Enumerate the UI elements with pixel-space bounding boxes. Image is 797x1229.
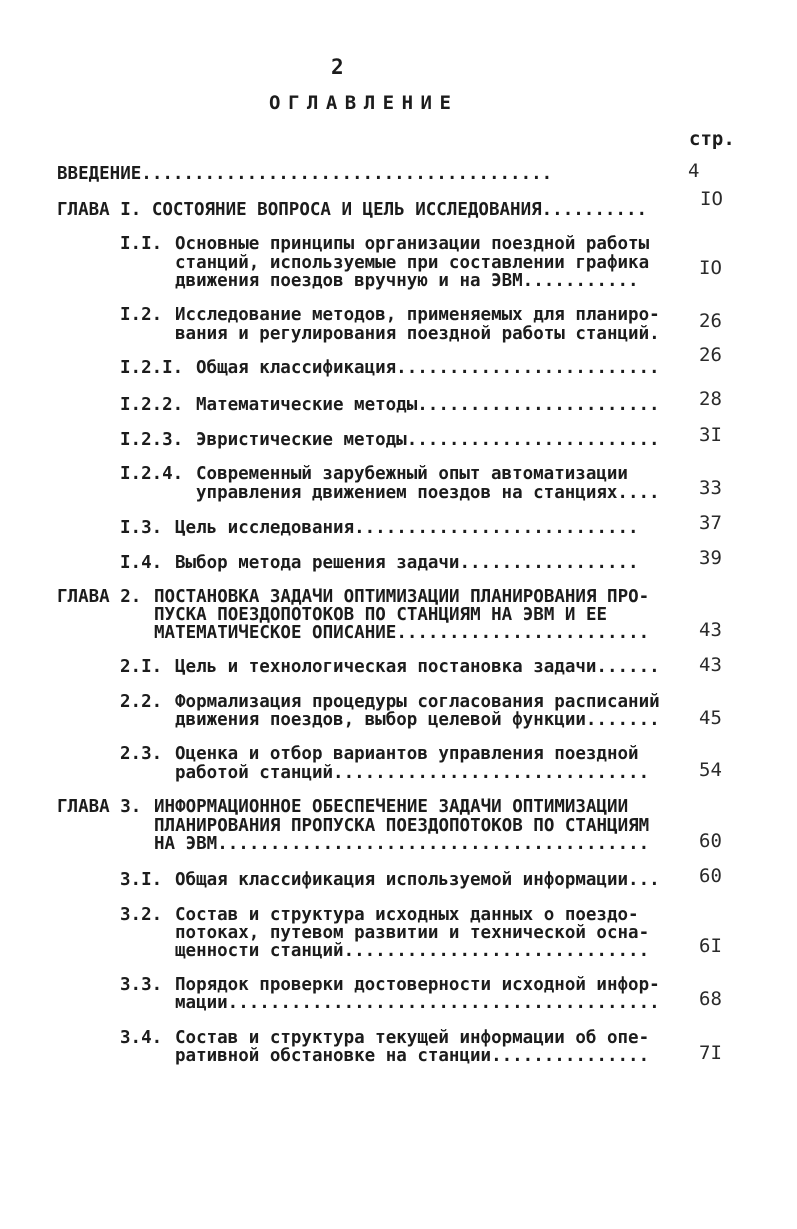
entry-text: Цель исследования........................... <box>175 518 639 538</box>
entry-text: ративной обстановке на станции............... <box>175 1046 650 1066</box>
entry-number: 3.3. <box>120 975 163 995</box>
entry-number: I.2.3. <box>120 430 184 450</box>
entry-number: 2.2. <box>120 692 163 712</box>
entry-text: Исследование методов, применяемых для планиро- <box>175 305 660 325</box>
entry-page: 54 <box>699 759 722 781</box>
entry-number: I.2.2. <box>120 395 184 415</box>
entry-number: 2.3. <box>120 744 163 764</box>
entry-page: 39 <box>699 547 722 569</box>
entry-page: 4 <box>688 160 700 182</box>
entry-page: 33 <box>699 477 722 499</box>
page-column-header: стр. <box>689 128 735 150</box>
entry-number: 3.4. <box>120 1028 163 1048</box>
entry-text: щенности станций............................. <box>175 941 650 961</box>
entry-text: работой станций.............................. <box>175 763 650 783</box>
entry-text: ПОСТАНОВКА ЗАДАЧИ ОПТИМИЗАЦИИ ПЛАНИРОВАНИЯ ПРО- <box>154 587 650 607</box>
entry-page: 68 <box>699 988 722 1010</box>
entry-text: НА ЭВМ......................................... <box>154 834 650 854</box>
entry-number: ГЛАВА 2. <box>57 587 142 607</box>
entry-text: управления движением поездов на станциях.... <box>196 483 660 503</box>
entry-number: I.I. <box>120 234 163 254</box>
entry-page: 37 <box>699 512 722 534</box>
entry-number: I.2. <box>120 305 163 325</box>
entry-text: Состав и структура текущей информации об опе- <box>175 1028 650 1048</box>
entry-text: Эвристические методы........................ <box>196 430 660 450</box>
entry-text: вания и регулирования поездной работы станций. <box>175 324 660 344</box>
entry-page: 26 <box>699 310 722 332</box>
entry-text: мации......................................... <box>175 993 660 1013</box>
entry-number: I.2.I. <box>120 358 184 378</box>
entry-page: 6I <box>699 935 722 957</box>
entry-text: Общая классификация используемой информации... <box>175 870 660 890</box>
entry-page: 60 <box>699 830 722 852</box>
entry-number: 3.I. <box>120 870 163 890</box>
entry-number: I.2.4. <box>120 464 184 484</box>
entry-text: ИНФОРМАЦИОННОЕ ОБЕСПЕЧЕНИЕ ЗАДАЧИ ОПТИМИЗАЦИИ <box>154 797 629 817</box>
entry-page: 43 <box>699 619 722 641</box>
entry-text: ГЛАВА I. СОСТОЯНИЕ ВОПРОСА И ЦЕЛЬ ИССЛЕДОВАНИЯ.......... <box>57 200 648 220</box>
entry-text: Состав и структура исходных данных о поездо- <box>175 905 639 925</box>
entry-text: МАТЕМАТИЧЕСКОЕ ОПИСАНИЕ........................ <box>154 623 650 643</box>
entry-text: Оценка и отбор вариантов управления поездной <box>175 744 639 764</box>
entry-text: Формализация процедуры согласования расписаний <box>175 692 660 712</box>
entry-text: Общая классификация......................... <box>196 358 660 378</box>
entry-number: I.4. <box>120 553 163 573</box>
entry-number: ГЛАВА 3. <box>57 797 142 817</box>
entry-number: 3.2. <box>120 905 163 925</box>
entry-page: IO <box>700 188 723 210</box>
entry-text: Основные принципы организации поездной работы <box>175 234 650 254</box>
entry-text: Выбор метода решения задачи................. <box>175 553 639 573</box>
entry-page: 26 <box>699 344 722 366</box>
entry-page: 7I <box>699 1042 722 1064</box>
toc-title: ОГЛАВЛЕНИЕ <box>269 92 459 114</box>
entry-text: Математические методы....................... <box>196 395 660 415</box>
entry-text: ВВЕДЕНИЕ....................................... <box>57 164 553 184</box>
page-number: 2 <box>331 55 344 79</box>
entry-page: 60 <box>699 865 722 887</box>
entry-text: Цель и технологическая постановка задачи...... <box>175 657 660 677</box>
entry-text: ПУСКА ПОЕЗДОПОТОКОВ ПО СТАНЦИЯМ НА ЭВМ И ЕЕ <box>154 605 608 625</box>
entry-text: движения поездов, выбор целевой функции....... <box>175 710 660 730</box>
entry-number: I.3. <box>120 518 163 538</box>
entry-page: 43 <box>699 654 722 676</box>
entry-number: 2.I. <box>120 657 163 677</box>
entry-page: IO <box>699 257 722 279</box>
entry-page: 45 <box>699 707 722 729</box>
entry-text: Современный зарубежный опыт автоматизации <box>196 464 628 484</box>
entry-text: станций, используемые при составлении графика <box>175 253 650 273</box>
entry-text: потоках, путевом развитии и технической осна- <box>175 923 650 943</box>
entry-text: Порядок проверки достоверности исходной инфор- <box>175 975 660 995</box>
entry-text: движения поездов вручную и на ЭВМ........... <box>175 271 639 291</box>
entry-page: 3I <box>699 424 722 446</box>
entry-page: 28 <box>699 388 722 410</box>
entry-text: ПЛАНИРОВАНИЯ ПРОПУСКА ПОЕЗДОПОТОКОВ ПО СТАНЦИЯМ <box>154 816 650 836</box>
